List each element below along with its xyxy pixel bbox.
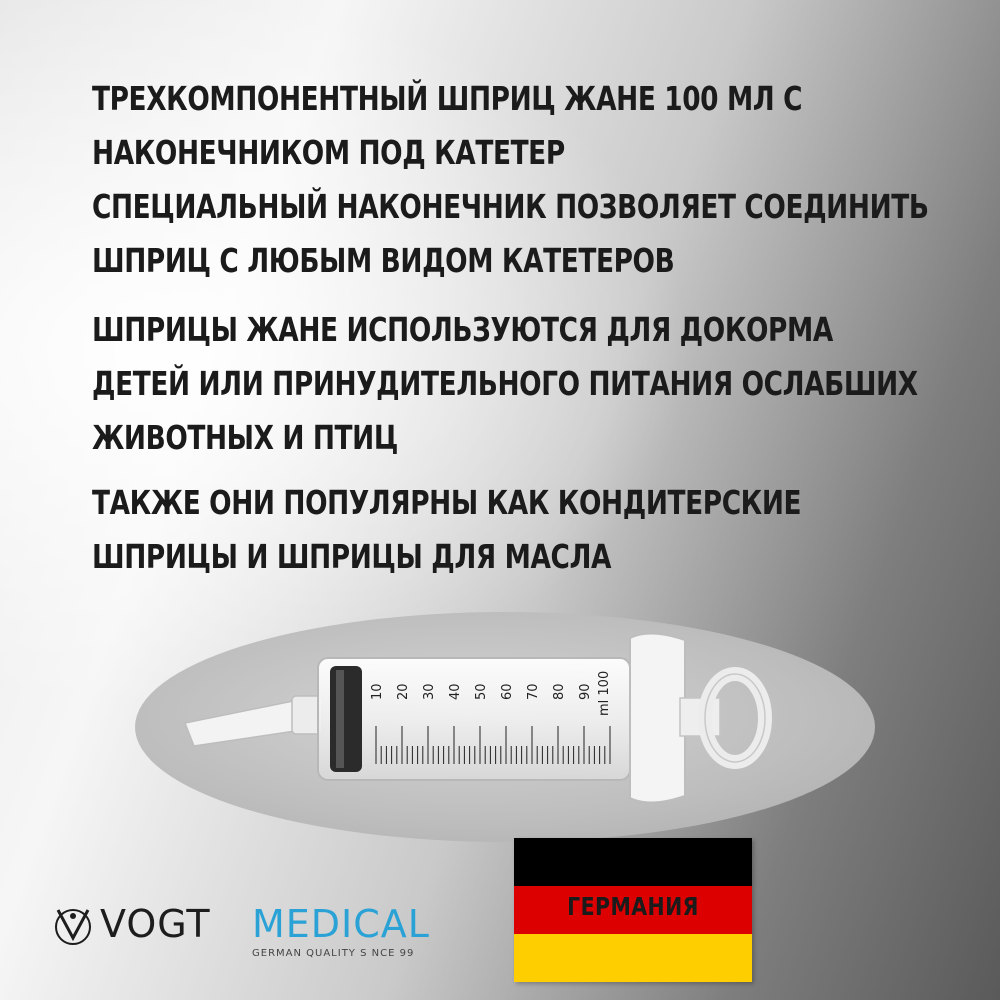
scale-label: 30 <box>422 683 437 700</box>
scale-label: 40 <box>448 683 463 700</box>
text-line: ШПРИЦ С ЛЮБЫМ ВИДОМ КАТЕТЕРОВ <box>92 241 675 280</box>
syringe-plunger-seal <box>330 666 362 772</box>
scale-label: 80 <box>552 683 567 700</box>
text-line: ТАКЖЕ ОНИ ПОПУЛЯРНЫ КАК КОНДИТЕРСКИЕ <box>92 483 802 522</box>
paragraph-feeding-use <box>92 303 952 465</box>
flag-stripe-gold <box>514 934 752 982</box>
scale-label: 60 <box>500 683 515 700</box>
country-label: ГЕРМАНИЯ <box>567 892 699 921</box>
scale-label: 20 <box>396 683 411 700</box>
syringe-flange <box>630 633 685 802</box>
scale-label: 10 <box>370 683 385 700</box>
paragraph-tip-feature <box>92 180 952 288</box>
syringe-image <box>180 618 780 808</box>
paragraph-other-use <box>92 476 952 584</box>
flag-stripe-black <box>514 838 752 886</box>
text-line: ШПРИЦЫ ЖАНЕ ИСПОЛЬЗУЮТСЯ ДЛЯ ДОКОРМА <box>92 310 833 349</box>
scale-label: 90 <box>578 683 593 700</box>
text-line: СПЕЦИАЛЬНЫЙ НАКОНЕЧНИК ПОЗВОЛЯЕТ СОЕДИНИТЬ <box>92 187 929 226</box>
logo-text-medical: MEDICAL <box>252 902 430 946</box>
syringe-tip <box>185 700 302 746</box>
vogt-medical-logo <box>52 898 482 968</box>
text-line: ТРЕХКОМПОНЕНТНЫЙ ШПРИЦ ЖАНЕ 100 МЛ С <box>92 79 803 118</box>
text-line: ДЕТЕЙ ИЛИ ПРИНУДИТЕЛЬНОГО ПИТАНИЯ ОСЛАБШИХ <box>92 364 918 403</box>
flag-stripe-red <box>514 886 752 934</box>
syringe-barrel <box>318 658 630 780</box>
text-line: НАКОНЕЧНИКОМ ПОД КАТЕТЕР <box>92 133 565 172</box>
text-line: ШПРИЦЫ И ШПРИЦЫ ДЛЯ МАСЛА <box>92 537 612 576</box>
text-line: ЖИВОТНЫХ И ПТИЦ <box>92 418 398 457</box>
germany-flag <box>514 838 752 982</box>
logo-text-vogt: VOGT <box>100 902 211 946</box>
scale-label: 70 <box>526 683 541 700</box>
syringe-unit-label: ml 100 <box>597 670 612 716</box>
scale-label: 50 <box>474 683 489 700</box>
logo-mark-icon <box>52 904 94 948</box>
paragraph-product-title <box>92 72 952 180</box>
logo-tagline: GERMAN QUALITY S NCE 99 <box>252 948 415 959</box>
